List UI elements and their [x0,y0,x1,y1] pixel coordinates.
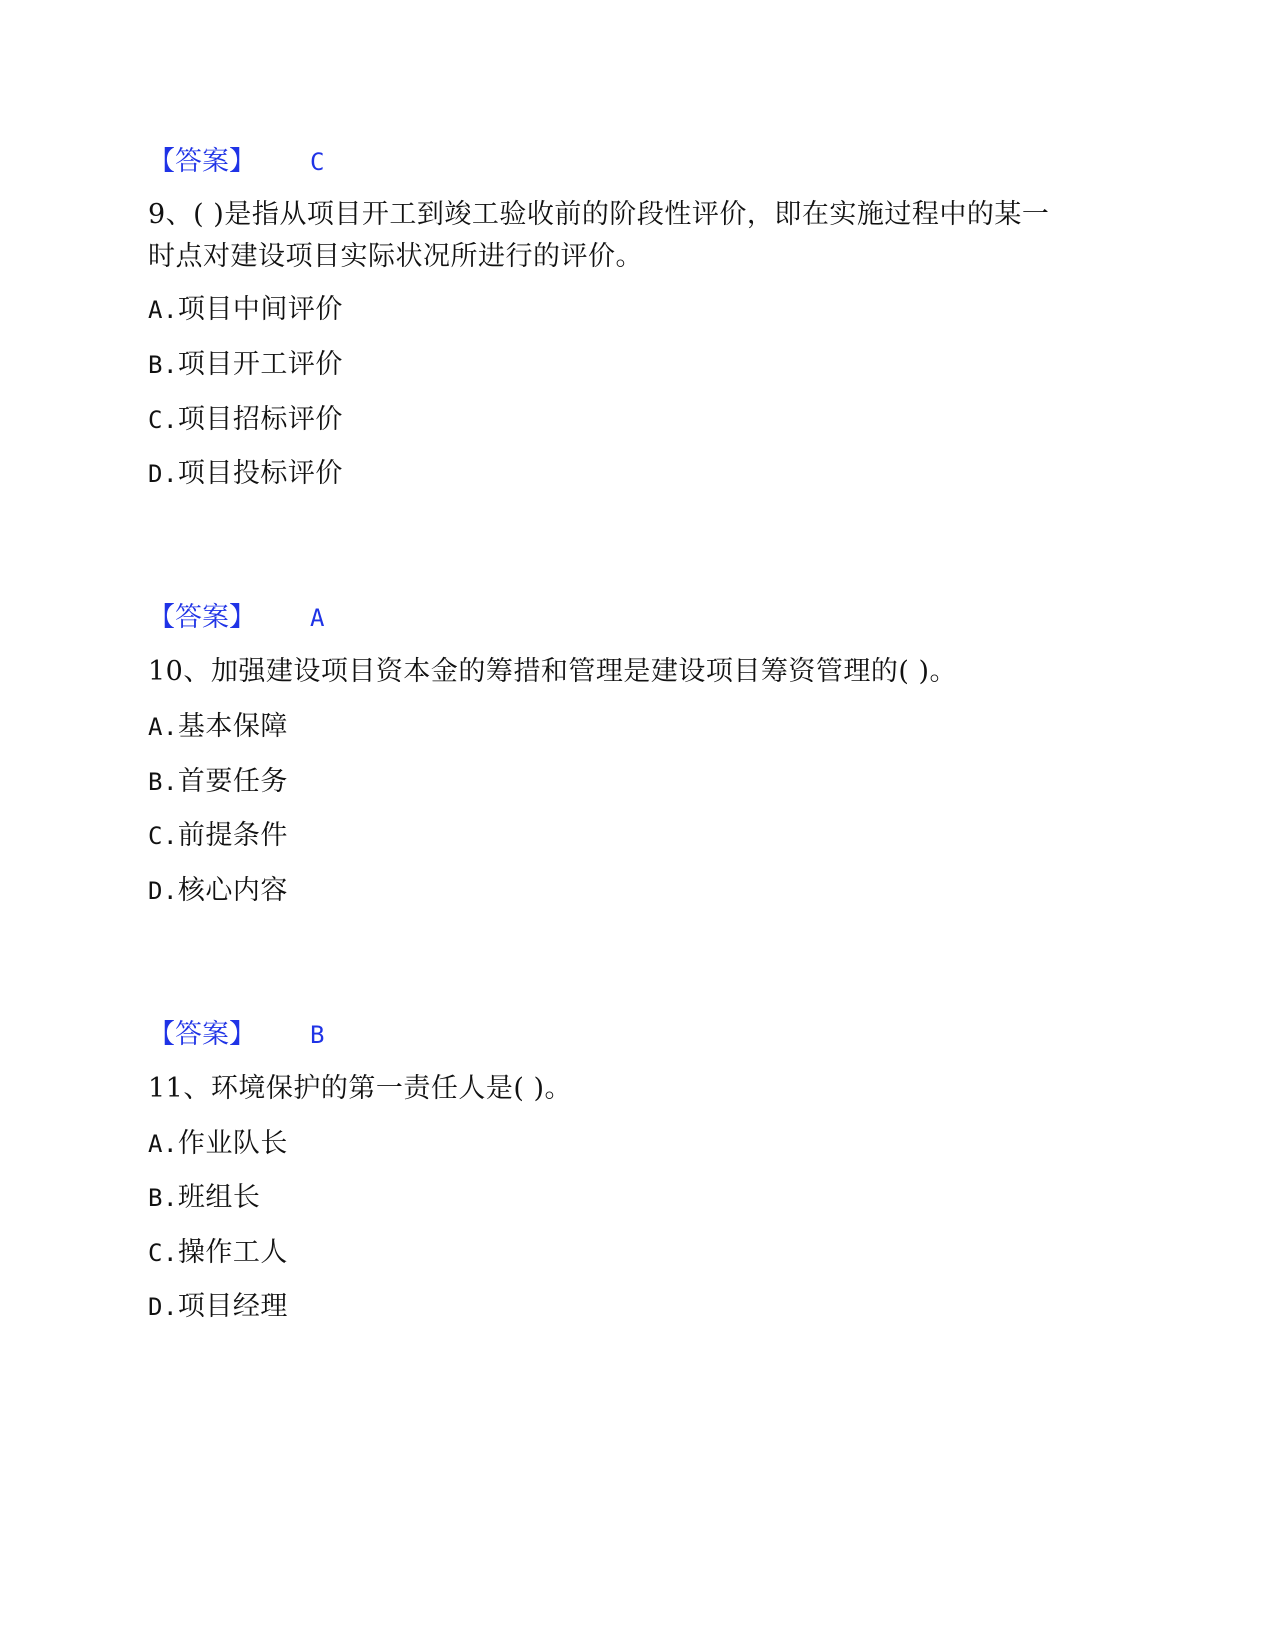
question-text-line: 11、环境保护的第一责任人是( )。 [148,1073,573,1104]
option-letter: C. [148,822,178,850]
option-text: 项目开工评价 [177,349,343,380]
answer-value: B [310,1021,325,1049]
answer-row [148,1018,325,1052]
option-text: 项目经理 [177,1291,288,1322]
option-letter: B. [148,351,178,379]
option-letter: A. [148,1130,178,1158]
option-text: 核心内容 [177,875,288,906]
option-text: 班组长 [177,1182,261,1213]
option-letter: A. [148,296,178,324]
answer-label: 【答案】 [148,1019,256,1050]
option-text: 前提条件 [177,820,288,851]
option-item [148,1290,288,1324]
question-text-line: 时点对建设项目实际状况所进行的评价。 [148,241,643,272]
option-item [148,348,343,382]
question-text-line: 10、加强建设项目资本金的筹措和管理是建设项目筹资管理的( )。 [148,656,958,687]
option-letter: C. [148,1239,178,1267]
option-text: 作业队长 [177,1128,288,1159]
option-text: 项目中间评价 [177,294,343,325]
answer-value: A [310,604,325,632]
option-letter: C. [148,406,178,434]
option-letter: B. [148,768,178,796]
option-item [148,1127,288,1161]
question-text-line: 9、( )是指从项目开工到竣工验收前的阶段性评价，即在实施过程中的某一 [148,199,1050,230]
option-item [148,403,343,437]
option-item [148,765,288,799]
answer-row [148,145,325,179]
option-text: 项目招标评价 [177,404,343,435]
answer-row [148,601,325,635]
option-item [148,710,288,744]
answer-label: 【答案】 [148,146,256,177]
option-item [148,819,288,853]
option-letter: D. [148,1293,178,1321]
answer-value: C [310,148,325,176]
option-item [148,457,343,491]
option-letter: D. [148,877,178,905]
option-item [148,1181,260,1215]
answer-label: 【答案】 [148,602,256,633]
option-text: 操作工人 [177,1237,288,1268]
option-text: 项目投标评价 [177,458,343,489]
option-item [148,293,343,327]
option-text: 基本保障 [177,711,288,742]
option-letter: A. [148,713,178,741]
option-text: 首要任务 [177,766,288,797]
option-letter: B. [148,1184,178,1212]
option-item [148,1236,288,1270]
option-letter: D. [148,460,178,488]
option-item [148,874,288,908]
